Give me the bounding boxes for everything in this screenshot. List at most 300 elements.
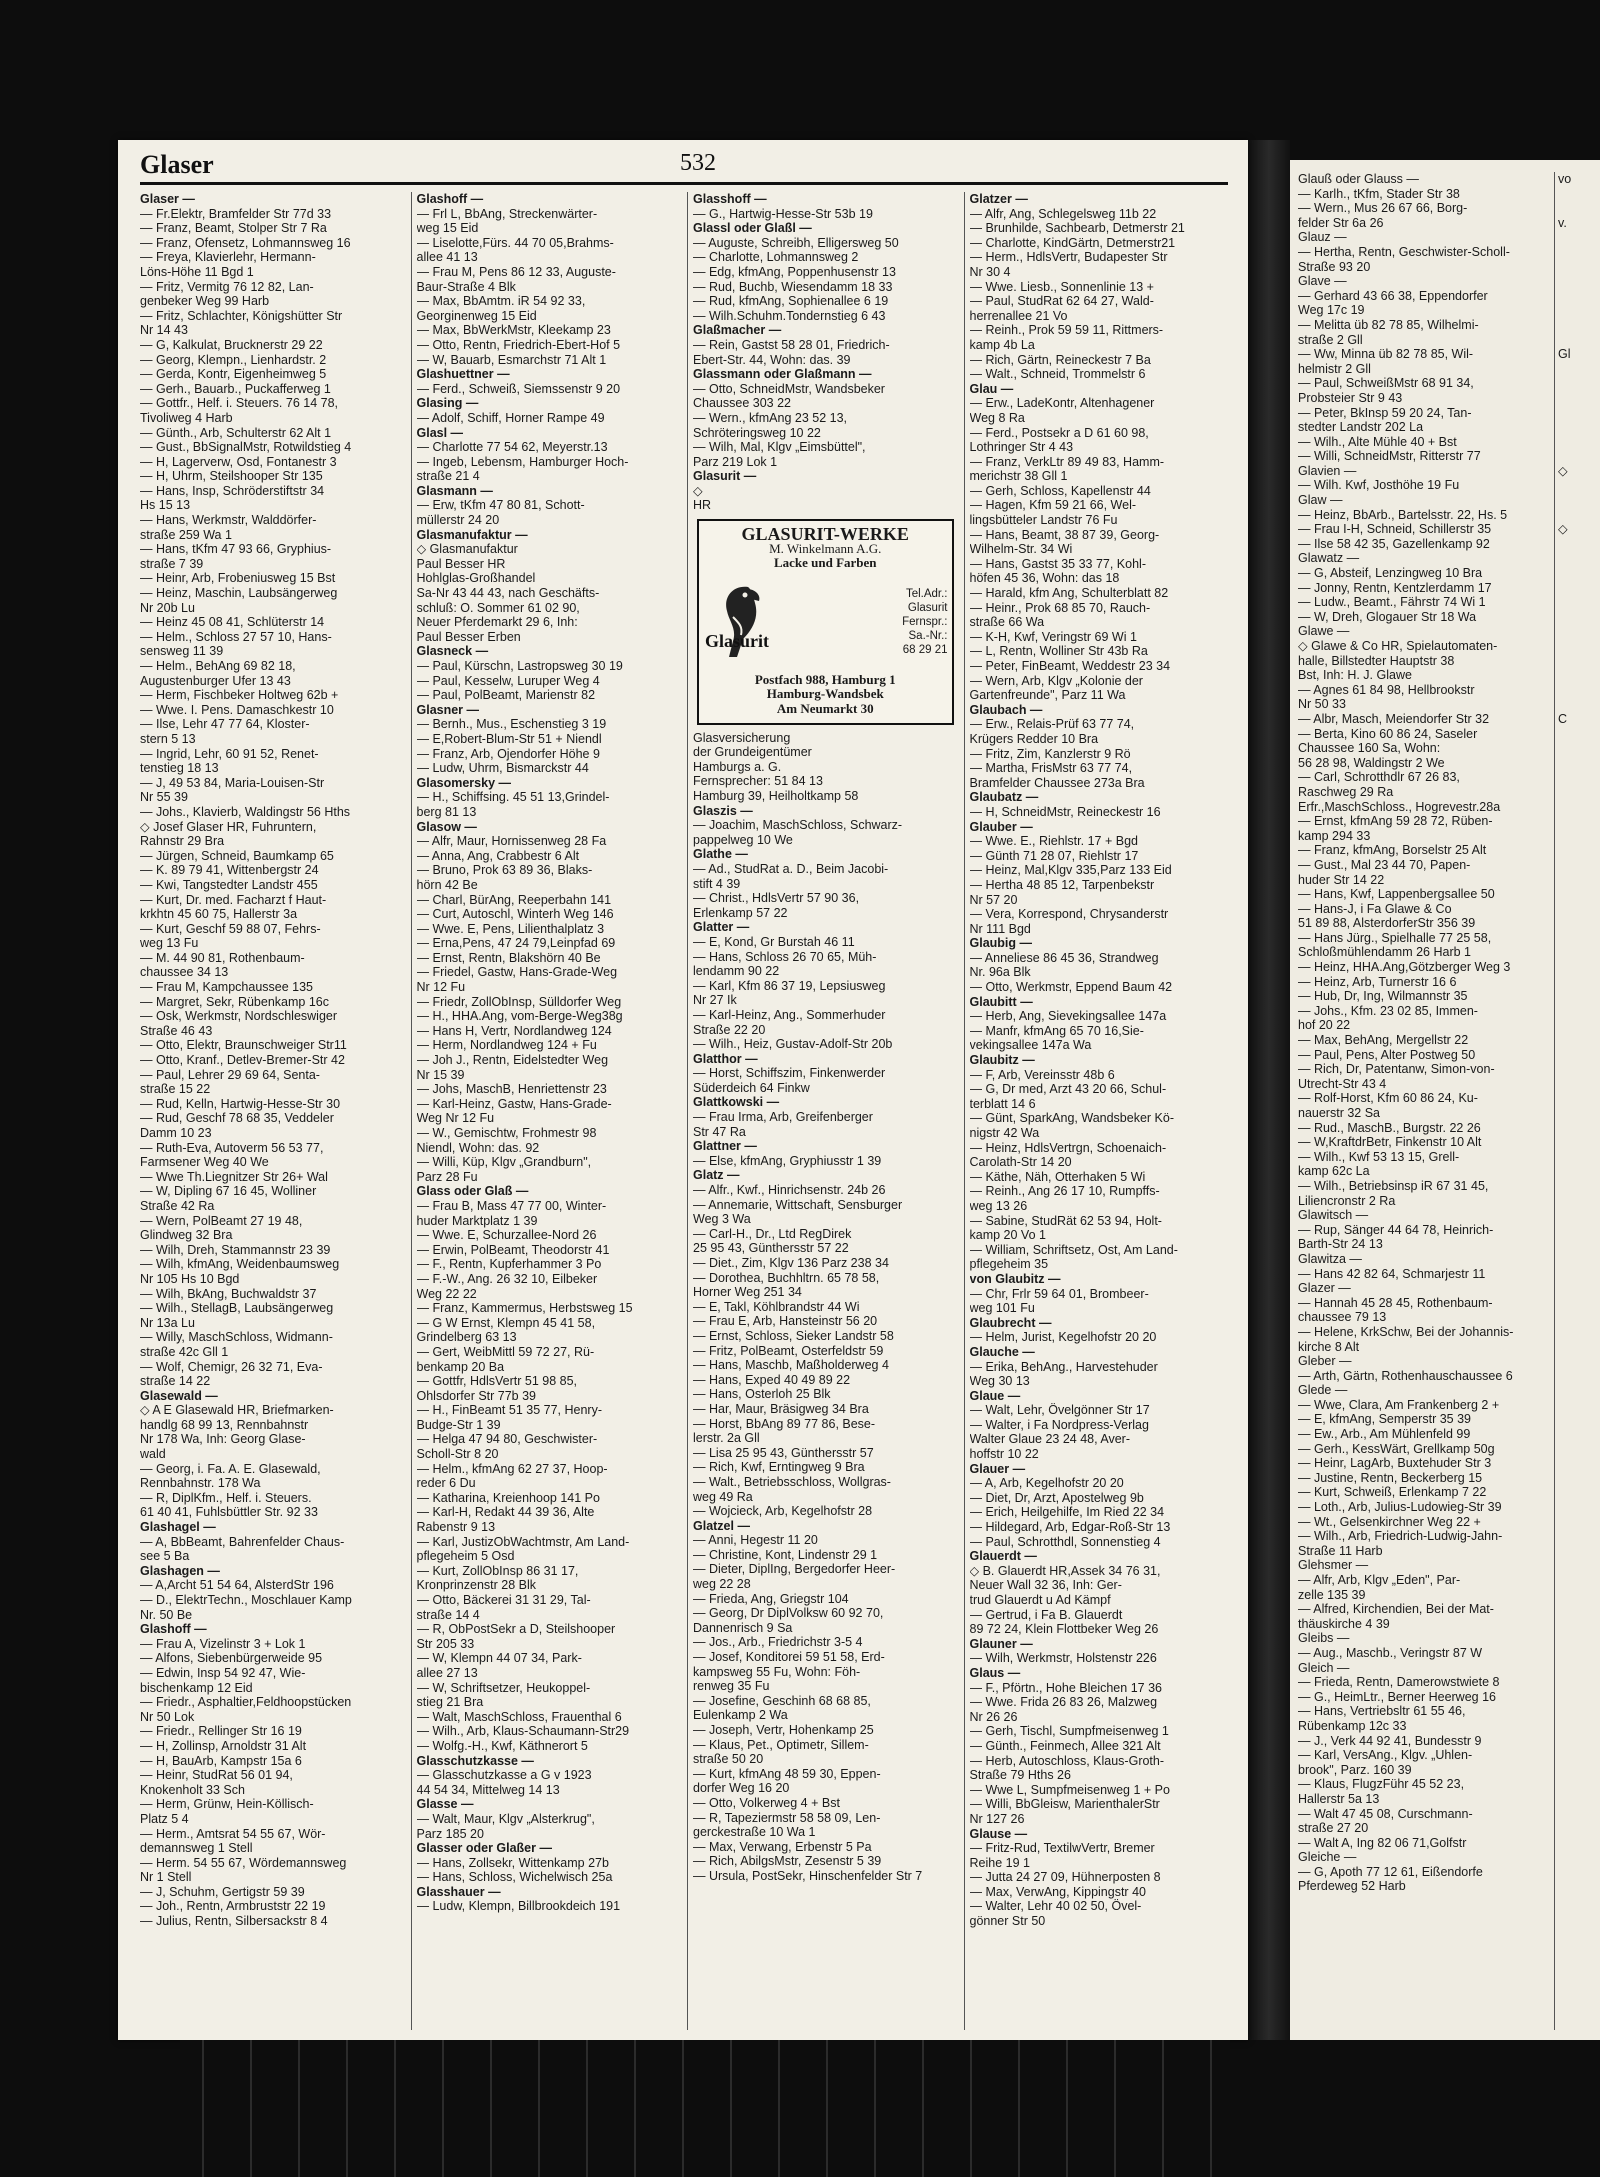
- directory-entry: Nr 105 Hs 10 Bgd: [140, 1271, 240, 1286]
- directory-entry: straße 27 20: [1298, 1821, 1369, 1836]
- directory-entry: — Josef, Konditorei 59 51 58, Erd-: [693, 1650, 885, 1665]
- directory-entry: — Paul, Lehrer 29 69 64, Senta-: [140, 1067, 320, 1082]
- directory-entry: — Erw, tKfm 47 80 81, Schott-: [416, 498, 585, 513]
- directory-entry: gerckestraße 10 Wa 1: [693, 1825, 816, 1840]
- directory-entry: — Ingeb, Lebensm, Hamburger Hoch-: [416, 454, 629, 469]
- directory-entry: Glaw —: [1298, 493, 1343, 508]
- directory-entry: Str 47 Ra: [693, 1124, 746, 1139]
- directory-entry: — Anna, Ang, Crabbestr 6 Alt: [416, 848, 580, 863]
- directory-entry: — Hildegard, Arb, Edgar-Roß-Str 13: [969, 1520, 1171, 1535]
- ad-title: GLASURIT-WERKE: [741, 527, 909, 542]
- directory-entry: — Erw., LadeKontr, Altenhagener: [969, 396, 1155, 411]
- directory-entry: — F.-W., Ang. 26 32 10, Eilbeker: [416, 1271, 598, 1286]
- directory-entry: — Rolf-Horst, Kfm 60 86 24, Ku-: [1298, 1091, 1478, 1106]
- directory-entry: — Ludw, Klempn, Billbrookdeich 191: [416, 1899, 621, 1914]
- directory-entry: — Hans Jürg., Spielhalle 77 25 58,: [1298, 930, 1492, 945]
- directory-entry: Dannenrisch 9 Sa: [693, 1620, 793, 1635]
- directory-entry: Glasversicherung: [693, 730, 791, 745]
- directory-entry: — W, Dreh, Glogauer Str 18 Wa: [1298, 609, 1477, 624]
- directory-entry: — Gerh, Tischl, Sumpfmeisenweg 1: [969, 1724, 1169, 1739]
- directory-entry: — Hub, Dr, Ing, Wilmannstr 35: [1298, 989, 1468, 1004]
- directory-entry: straße 21 4: [416, 469, 480, 484]
- directory-entry: — Manfr, kfmAng 65 70 16,Sie-: [969, 1023, 1144, 1038]
- directory-entry: Pferdeweg 52 Harb: [1298, 1879, 1406, 1894]
- directory-entry: Nr 12 Fu: [416, 980, 466, 995]
- page-header: [140, 150, 1228, 185]
- directory-entry: — Walt, Maur, Klgv „Alsterkrug",: [416, 1811, 595, 1826]
- directory-entry: — Helm., BehAng 69 82 18,: [140, 659, 296, 673]
- directory-entry: — Walt, MaschSchloss, Frauenthal 6: [416, 1709, 622, 1724]
- directory-entry: [1558, 493, 1598, 508]
- directory-entry: — Rud, Geschf 78 68 35, Veddeler: [140, 1111, 334, 1126]
- directory-entry: chaussee 79 13: [1298, 1310, 1387, 1325]
- directory-entry: — Erwin, PolBeamt, Theodorstr 41: [416, 1242, 610, 1257]
- group-heading: Glasing —: [416, 396, 479, 411]
- directory-entry: — G., HeimLtr., Berner Heerweg 16: [1298, 1689, 1496, 1704]
- directory-entry: Nr 57 20: [969, 892, 1018, 907]
- directory-entry: — Herm, Fischbeker Holtweg 62b +: [140, 688, 339, 703]
- group-heading: Glauer —: [969, 1461, 1026, 1476]
- directory-entry: — J., Verk 44 92 41, Bundesstr 9: [1298, 1733, 1482, 1748]
- group-heading: Glaszis —: [693, 803, 753, 818]
- directory-entry: — Peter, BkInsp 59 20 24, Tan-: [1298, 405, 1472, 420]
- directory-entry: — E, Kond, Gr Burstah 46 11: [693, 934, 855, 949]
- directory-entry: — Joh., Rentn, Armbruststr 22 19: [140, 1899, 326, 1914]
- directory-entry: — Ludw, Uhrm, Bismarckstr 44: [416, 761, 589, 776]
- directory-entry: — Wwe. E., Riehlstr. 17 + Bgd: [969, 834, 1138, 849]
- directory-entry: — Otto, SchneidMstr, Wandsbeker: [693, 381, 885, 396]
- directory-entry: Parz 28 Fu: [416, 1169, 478, 1184]
- directory-entry: weg 101 Fu: [969, 1301, 1035, 1316]
- directory-entry: — Christine, Kont, Lindenstr 29 1: [693, 1547, 878, 1562]
- directory-entry: — H, Uhrm, Steilshooper Str 135: [140, 469, 323, 484]
- directory-entry: Str 205 33: [416, 1636, 475, 1651]
- directory-entry: — Erna,Pens, 47 24 79,Leinpfad 69: [416, 936, 616, 951]
- directory-entry: — J, 49 53 84, Maria-Louisen-Str: [140, 775, 325, 790]
- directory-entry: — Wilh, kfmAng, Weidenbaumsweg: [140, 1257, 340, 1272]
- directory-entry: — Jutta 24 27 09, Hühnerposten 8: [969, 1870, 1161, 1885]
- directory-entry: — Gerh., Bauarb., Puckafferweg 1: [140, 381, 331, 396]
- directory-entry: — Bruno, Prok 63 89 36, Blaks-: [416, 863, 593, 878]
- directory-entry: — Paul, Pens, Alter Postweg 50: [1298, 1047, 1476, 1062]
- directory-entry: — Rud, Buchb, Wiesendamm 18 33: [693, 279, 893, 294]
- directory-entry: — Herb, Autoschloss, Klaus-Groth-: [969, 1753, 1165, 1768]
- group-heading: Glauner —: [969, 1636, 1033, 1651]
- directory-entry: thäuskirche 4 39: [1298, 1616, 1390, 1631]
- directory-entry: — Rein, Gastst 58 28 01, Friedrich-: [693, 337, 890, 352]
- directory-entry: — Erich, Heilgehilfe, Im Ried 22 34: [969, 1505, 1165, 1520]
- directory-entry: — Heinz, HHA.Ang,Götzberger Weg 3: [1298, 960, 1511, 975]
- directory-entry: — Karl-Heinz, Gastw, Hans-Grade-: [416, 1096, 612, 1111]
- directory-entry: — Wilh., Heiz, Gustav-Adolf-Str 20b: [693, 1037, 893, 1052]
- directory-entry: — Alfr, Arb, Klgv „Eden", Par-: [1298, 1573, 1461, 1587]
- directory-entry: [1558, 318, 1598, 333]
- directory-entry: — Paul, StudRat 62 64 27, Wald-: [969, 294, 1154, 309]
- directory-entry: — Franz, Kammermus, Herbstsweg 15: [416, 1301, 633, 1316]
- directory-entry: — Wilh, BkAng, Buchwaldstr 37: [140, 1286, 317, 1301]
- directory-entry: — G, Dr med, Arzt 43 20 66, Schul-: [969, 1082, 1167, 1097]
- directory-entry: — Hans, Osterloh 25 Blk: [693, 1387, 831, 1402]
- directory-entry: — Heinr, StudRat 56 01 94,: [140, 1768, 293, 1783]
- directory-entry: der Grundeigentümer: [693, 745, 812, 760]
- directory-entry: [1558, 260, 1598, 275]
- directory-entry: — Franz, kfmAng, Borselstr 25 Alt: [1298, 843, 1487, 858]
- directory-entry: Weg 22 22: [416, 1286, 477, 1301]
- directory-entry: Glauz —: [1298, 230, 1347, 245]
- directory-entry: — A, Arb, Kegelhofstr 20 20: [969, 1476, 1124, 1491]
- directory-entry: — Julius, Rentn, Silbersackstr 8 4: [140, 1914, 328, 1929]
- directory-entry: — Curt, Autoschl, Winterh Weg 146: [416, 907, 614, 922]
- directory-entry: — Diet, Dr, Arzt, Apostelweg 9b: [969, 1490, 1144, 1505]
- ad-tel-adr-value: Glasurit: [907, 601, 948, 614]
- directory-entry: nauerstr 32 Sa: [1298, 1106, 1380, 1120]
- directory-entry: — Wwe Th.Liegnitzer Str 26+ Wal: [140, 1169, 328, 1184]
- directory-entry: — Frau M, Kampchaussee 135: [140, 980, 313, 995]
- directory-entry: — Friedr., Asphaltier,Feldhoopstücken: [140, 1695, 352, 1710]
- directory-entry: — Paul, Kesselw, Luruper Weg 4: [416, 673, 600, 688]
- directory-entry: — Hans, Beamt, 38 87 39, Georg-: [969, 527, 1160, 542]
- directory-entry: — Heinz, Arb, Turnerstr 16 6: [1298, 974, 1457, 989]
- directory-entry: — Franz, Ofensetz, Lohmannsweg 16: [140, 235, 351, 250]
- group-heading: von Glaubitz —: [969, 1271, 1061, 1286]
- directory-entry: — Helga 47 94 80, Geschwister-: [416, 1432, 598, 1447]
- directory-entry: — Fritz, PolBeamt, Osterfeldstr 59: [693, 1343, 884, 1358]
- directory-entry: — Helm., kfmAng 62 27 37, Hoop-: [416, 1461, 608, 1476]
- directory-entry: straße 14 4: [416, 1607, 480, 1622]
- directory-entry: ◇: [693, 483, 703, 498]
- directory-entry: — Ww, Minna üb 82 78 85, Wil-: [1298, 347, 1474, 362]
- directory-entry: — Helene, KrkSchw, Bei der Johannis-: [1298, 1324, 1514, 1339]
- directory-entry: — Walt 47 45 08, Curschmann-: [1298, 1806, 1473, 1821]
- directory-entry: — Wojcieck, Arb, Kegelhofstr 28: [693, 1504, 873, 1519]
- directory-entry: [1558, 537, 1598, 552]
- directory-entry: [1558, 274, 1598, 289]
- group-heading: Glasshauer —: [416, 1884, 501, 1899]
- group-heading: Glaubrecht —: [969, 1315, 1052, 1330]
- directory-entry: — E, Takl, Köhlbrandstr 44 Wi: [693, 1299, 860, 1314]
- directory-entry: — Max, Verwang, Erbenstr 5 Pa: [693, 1839, 872, 1854]
- directory-entry: Nr. 96a Blk: [969, 965, 1031, 980]
- directory-entry: — Frau M, Pens 86 12 33, Auguste-: [416, 264, 616, 279]
- directory-entry: renweg 35 Fu: [693, 1679, 770, 1694]
- directory-entry: — Herm, Nordlandweg 124 + Fu: [416, 1038, 597, 1053]
- directory-entry: — Freya, Klavierlehr, Hermann-: [140, 250, 316, 265]
- directory-entry: — G., Hartwig-Hesse-Str 53b 19: [693, 206, 873, 221]
- group-heading: Glaubitz —: [969, 1053, 1035, 1068]
- directory-entry: Krügers Redder 10 Bra: [969, 731, 1099, 746]
- directory-entry: 56 28 98, Waldingstr 2 We: [1298, 755, 1445, 770]
- ad-logo-text: Glasurit: [705, 630, 770, 651]
- directory-entry: — Günth., Arb, Schulterstr 62 Alt 1: [140, 425, 332, 440]
- directory-entry: — Charlotte, Lohmannsweg 2: [693, 250, 859, 265]
- directory-entry: Nr 20b Lu: [140, 600, 195, 615]
- directory-entry: — Margret, Sekr, Rübenkamp 16c: [140, 994, 329, 1009]
- directory-entry: — Har, Maur, Bräsigweg 34 Bra: [693, 1401, 869, 1416]
- group-heading: Glasurit —: [693, 469, 757, 484]
- right-column-2: [1554, 172, 1598, 2030]
- directory-entry: Barth-Str 24 13: [1298, 1237, 1383, 1252]
- directory-entry: — Heinr, LagArb, Buxtehuder Str 3: [1298, 1456, 1492, 1471]
- directory-entry: Nr. 50 Be: [140, 1607, 193, 1622]
- directory-entry: — Hagen, Kfm 59 21 66, Wel-: [969, 498, 1137, 513]
- directory-entry: — Wilh., Alte Mühle 40 + Bst: [1298, 434, 1457, 449]
- group-heading: Glasschutzkasse —: [416, 1753, 534, 1768]
- directory-entry: — Rich, Kwf, Erntingweg 9 Bra: [693, 1460, 865, 1475]
- directory-entry: [1558, 435, 1598, 450]
- directory-entry: — M. 44 90 81, Rothenbaum-: [140, 950, 305, 965]
- column-4: [964, 192, 1235, 2030]
- directory-entry: — Wwe. I. Pens. Damaschkestr 10: [140, 702, 334, 717]
- directory-entry: — F., Rentn, Kupferhammer 3 Po: [416, 1257, 602, 1272]
- directory-entry: — Karl, VersAng., Klgv. „Uhlen-: [1298, 1748, 1473, 1763]
- directory-entry: lerstr. 2a Gll: [693, 1431, 760, 1446]
- directory-entry: — Wern, PolBeamt 27 19 48,: [140, 1213, 303, 1228]
- ad-sa-nr-value: 68 29 21: [902, 643, 948, 656]
- directory-entry: straße 15 22: [140, 1082, 211, 1097]
- directory-entry: — Wilh, Dreh, Stammannstr 23 39: [140, 1242, 331, 1257]
- directory-entry: — Rich, Gärtn, Reineckestr 7 Ba: [969, 352, 1151, 367]
- directory-entry: kamp 294 33: [1298, 828, 1371, 843]
- directory-entry: pflegeheim 5 Osd: [416, 1549, 515, 1564]
- directory-entry: — W, Schriftsetzer, Heukoppel-: [416, 1680, 591, 1695]
- directory-entry: — R, DiplKfm., Helf. i. Steuers.: [140, 1490, 312, 1505]
- group-heading: Glatthor —: [693, 1051, 758, 1066]
- directory-entry: — Heinz 45 08 41, Schlüterstr 14: [140, 615, 325, 630]
- directory-entry: — Friedr, ZollObInsp, Sülldorfer Weg: [416, 994, 622, 1009]
- directory-entry: — Max, BbAmtm. iR 54 92 33,: [416, 294, 586, 309]
- directory-entry: — Joachim, MaschSchloss, Schwarz-: [693, 818, 903, 833]
- directory-entry: [1558, 508, 1598, 523]
- directory-entry: Nr 55 39: [140, 790, 188, 805]
- directory-entry: — Friedel, Gastw, Hans-Grade-Weg: [416, 965, 618, 980]
- group-heading: Glaue —: [969, 1388, 1021, 1403]
- directory-entry: — H., FinBeamt 51 35 77, Henry-: [416, 1403, 602, 1418]
- directory-entry: — Anni, Hegestr 11 20: [693, 1533, 818, 1548]
- directory-entry: stern 5 13: [140, 731, 196, 746]
- directory-entry: allee 41 13: [416, 250, 478, 265]
- directory-entry: 25 95 43, Günthersstr 57 22: [693, 1241, 849, 1256]
- directory-entry: — Heinz, BbArb., Bartelsstr. 22, Hs. 5: [1298, 507, 1508, 522]
- directory-columns: [140, 192, 1234, 2030]
- directory-entry: — Ilse, Lehr 47 77 64, Kloster-: [140, 717, 310, 732]
- directory-entry: — J, Schuhm, Gertigstr 59 39: [140, 1884, 305, 1899]
- directory-entry: Weg 30 13: [969, 1374, 1030, 1389]
- directory-entry: — Herm., HdlsVertr, Budapester Str: [969, 250, 1168, 265]
- directory-entry: handlg 68 99 13, Rennbahnstr: [140, 1417, 309, 1432]
- directory-entry: — Wt., Gelsenkirchner Weg 22 +: [1298, 1514, 1481, 1529]
- directory-entry: — Reinh., Ang 26 17 10, Rumpffs-: [969, 1184, 1160, 1199]
- directory-entry: Nr 50 Lok: [140, 1709, 195, 1724]
- directory-entry: [1558, 697, 1598, 712]
- directory-entry: — Wolfg.-H., Kwf, Käthnerort 5: [416, 1738, 588, 1753]
- directory-entry: — Walter, i Fa Nordpress-Verlag: [969, 1417, 1149, 1432]
- group-heading: Glassmann oder Glaßmann —: [693, 367, 872, 382]
- directory-entry: Erfr.,MaschSchloss., Hogrevestr.28a: [1298, 799, 1501, 814]
- directory-entry: HR: [693, 498, 712, 513]
- directory-entry: gönner Str 50: [969, 1914, 1046, 1929]
- directory-entry: — Wwe. Liesb., Sonnenlinie 13 +: [969, 279, 1154, 294]
- directory-entry: weg 49 Ra: [693, 1489, 753, 1504]
- directory-entry: Löns-Höhe 11 Bgd 1: [140, 264, 254, 279]
- directory-entry: wald: [140, 1447, 166, 1462]
- ad-fernspr-label: Fernspr.:: [902, 615, 948, 628]
- directory-entry: ◇: [1558, 522, 1568, 537]
- column-1: [140, 192, 405, 2030]
- directory-entry: — Wilh.Schuhm.Tondernstieg 6 43: [693, 308, 886, 323]
- directory-entry: kirche 8 Alt: [1298, 1339, 1360, 1354]
- directory-entry: — Frau B, Mass 47 77 00, Winter-: [416, 1198, 607, 1213]
- directory-entry: [1558, 230, 1598, 245]
- page-number: 532: [680, 150, 716, 176]
- directory-entry: — Helm., Schloss 27 57 10, Hans-: [140, 629, 332, 644]
- ad-sa-nr-label: Sa.-Nr.:: [908, 629, 948, 642]
- directory-entry: — Ad., StudRat a. D., Beim Jacobi-: [693, 861, 889, 876]
- directory-entry: — Berta, Kino 60 86 24, Saseler: [1298, 726, 1478, 741]
- directory-entry: — Christ., HdlsVertr 57 90 36,: [693, 891, 860, 906]
- directory-entry: — Kurt, Schweiß, Erlenkamp 7 22: [1298, 1485, 1487, 1500]
- directory-entry: Hohlglas-Großhandel: [416, 571, 536, 586]
- directory-entry: — Chr, Frlr 59 64 01, Brombeer-: [969, 1286, 1149, 1301]
- group-heading: Glatzel —: [693, 1518, 750, 1533]
- directory-entry: Neuer Pferdemarkt 29 6, Inh:: [416, 615, 578, 630]
- directory-entry: straße 2 Gll: [1298, 332, 1363, 347]
- directory-entry: — Gertrud, i Fa B. Glauerdt: [969, 1607, 1123, 1622]
- directory-entry: Nr 14 43: [140, 323, 188, 338]
- directory-entry: [1558, 551, 1598, 566]
- directory-entry: — H, Lagerverw, Osd, Fontanestr 3: [140, 454, 337, 469]
- directory-entry: zelle 135 39: [1298, 1587, 1366, 1602]
- directory-entry: — Hans, Insp, Schröderstiftstr 34: [140, 483, 325, 498]
- directory-entry: — Hans, Schloss, Wichelwisch 25a: [416, 1870, 613, 1885]
- directory-entry: straße 42c Gll 1: [140, 1344, 229, 1359]
- group-heading: Glaus —: [969, 1665, 1021, 1680]
- directory-entry: [1558, 449, 1598, 464]
- group-heading: Glasmanufaktur —: [416, 527, 528, 542]
- directory-entry: — Kwi, Tangstedter Landstr 455: [140, 877, 318, 892]
- directory-entry: ◇ Glawe & Co HR, Spielautomaten-: [1298, 639, 1498, 653]
- directory-entry: — Dorothea, Buchhltrn. 65 78 58,: [693, 1270, 880, 1285]
- directory-entry: — Willy, MaschSchloss, Widmann-: [140, 1330, 333, 1345]
- directory-entry: Gl: [1558, 347, 1571, 362]
- group-heading: Glasomersky —: [416, 775, 511, 790]
- directory-entry: Glehsmer —: [1298, 1558, 1369, 1573]
- group-heading: Glasner —: [416, 702, 480, 717]
- directory-entry: Straße 11 Harb: [1298, 1543, 1383, 1558]
- directory-entry: — Wolf, Chemigr, 26 32 71, Eva-: [140, 1359, 323, 1374]
- group-heading: Glaser —: [140, 192, 195, 206]
- directory-entry: — Wilh., Arb, Klaus-Schaumann-Str29: [416, 1724, 630, 1739]
- directory-entry: — Josefine, Geschinh 68 68 85,: [693, 1693, 871, 1708]
- group-heading: Glasewald —: [140, 1388, 218, 1403]
- ad-city: Hamburg-Wandsbek: [766, 687, 884, 702]
- directory-entry: — Wilh, Mal, Klgv „Eimsbüttel",: [693, 440, 866, 455]
- directory-entry: — Otto, Kranf., Detlev-Bremer-Str 42: [140, 1053, 345, 1068]
- directory-entry: Baur-Straße 4 Blk: [416, 279, 516, 294]
- directory-entry: — Anneliese 86 45 36, Strandweg: [969, 950, 1159, 965]
- directory-entry: — Rud, Kelln, Hartwig-Hesse-Str 30: [140, 1096, 341, 1111]
- directory-entry: reder 6 Du: [416, 1476, 476, 1491]
- directory-entry: kamp 4b La: [969, 337, 1035, 352]
- directory-entry: ◇: [1558, 463, 1568, 478]
- directory-entry: — Wwe L, Sumpfmeisenweg 1 + Po: [969, 1782, 1170, 1797]
- directory-entry: — Lisa 25 95 43, Günthersstr 57: [693, 1445, 874, 1460]
- directory-entry: Süderdeich 64 Finkw: [693, 1080, 810, 1095]
- directory-entry: — Herb, Ang, Sievekingsallee 147a: [969, 1009, 1167, 1024]
- directory-entry: — Martha, FrisMstr 63 77 74,: [969, 761, 1133, 776]
- directory-entry: — Carl, Schrotthdlr 67 26 83,: [1298, 770, 1460, 785]
- directory-entry: — Hans, Maschb, Maßholderweg 4: [693, 1358, 889, 1373]
- book-gutter: [1248, 140, 1290, 2040]
- directory-entry: kamp 20 Vo 1: [969, 1228, 1046, 1243]
- directory-entry: — Dieter, DiplIng, Bergedorfer Heer-: [693, 1562, 896, 1577]
- directory-entry: — Max, BbWerkMstr, Kleekamp 23: [416, 323, 611, 338]
- ad-tagline: Lacke und Farben: [773, 556, 877, 571]
- directory-entry: — G, Absteif, Lenzingweg 10 Bra: [1298, 566, 1483, 581]
- directory-entry: — Käthe, Näh, Otterhaken 5 Wi: [969, 1169, 1146, 1184]
- directory-entry: — Wern, Arb, Klgv „Kolonie der: [969, 673, 1143, 688]
- directory-entry: — Osk, Werkmstr, Nordschleswiger: [140, 1009, 338, 1024]
- directory-entry: Schröteringsweg 10 22: [693, 425, 821, 440]
- directory-entry: lingsbütteler Landstr 76 Fu: [969, 513, 1118, 528]
- directory-entry: merichstr 38 Gll 1: [969, 469, 1068, 484]
- directory-entry: — Melitta üb 82 78 85, Wilhelmi-: [1298, 317, 1479, 332]
- group-heading: Glashagen —: [140, 1563, 220, 1578]
- directory-entry: — Walt, Lehr, Övelgönner Str 17: [969, 1403, 1150, 1418]
- group-heading: Glatzer —: [969, 192, 1028, 206]
- directory-entry: — Karlh., tKfm, Stader Str 38: [1298, 186, 1460, 201]
- directory-entry: — Heinz, Mal,Klgv 335,Parz 133 Eid: [969, 863, 1172, 878]
- directory-entry: Weg 3 Wa: [693, 1212, 751, 1227]
- directory-entry: — Fritz, Zim, Kanzlerstr 9 Rö: [969, 746, 1131, 761]
- directory-entry: — Kurt, ZollObInsp 86 31 17,: [416, 1563, 579, 1578]
- column-2: [411, 192, 682, 2030]
- directory-entry: 89 72 24, Klein Flottbeker Weg 26: [969, 1622, 1159, 1637]
- directory-entry: vo: [1558, 172, 1572, 186]
- directory-entry: vekingsallee 147a Wa: [969, 1038, 1092, 1053]
- directory-entry: — Rich, Dr, Patentanw, Simon-von-: [1298, 1062, 1495, 1077]
- directory-entry: — Ferd., Schweiß, Siemssenstr 9 20: [416, 381, 621, 396]
- directory-entry: — Alfr, Maur, Hornissenweg 28 Fa: [416, 834, 607, 849]
- directory-entry: — L, Rentn, Wolliner Str 43b Ra: [969, 644, 1148, 659]
- directory-entry: Glindweg 32 Bra: [140, 1228, 233, 1243]
- directory-entry: — Arth, Gärtn, Rothenhauschaussee 6: [1298, 1368, 1513, 1383]
- group-heading: Glatz —: [693, 1168, 740, 1183]
- directory-entry: hörn 42 Be: [416, 877, 478, 892]
- directory-entry: — Ferd., Postsekr a D 61 60 98,: [969, 425, 1149, 440]
- directory-entry: — Wwe, Clara, Am Frankenberg 2 +: [1298, 1397, 1500, 1412]
- directory-entry: Glave —: [1298, 274, 1347, 289]
- directory-entry: — Karl, Kfm 86 37 19, Lepsiusweg: [693, 978, 886, 993]
- directory-entry: Hamburg 39, Heilholtkamp 58: [693, 789, 859, 803]
- directory-entry: — Loth., Arb, Julius-Ludowieg-Str 39: [1298, 1500, 1502, 1515]
- directory-entry: — D., ElektrTechn., Moschlauer Kamp: [140, 1593, 352, 1607]
- group-heading: Glasse —: [416, 1797, 474, 1812]
- directory-entry: — Johs, MaschB, Henriettenstr 23: [416, 1082, 607, 1097]
- directory-entry: — Günth., Feinmech, Allee 321 Alt: [969, 1738, 1161, 1753]
- directory-entry: — Kurt, kfmAng 48 59 30, Eppen-: [693, 1766, 881, 1781]
- directory-entry: Nr 30 4: [969, 264, 1011, 279]
- directory-entry: — W, Bauarb, Esmarchstr 71 Alt 1: [416, 352, 607, 367]
- directory-entry: — Johs., Kfm. 23 02 85, Immen-: [1298, 1003, 1478, 1018]
- directory-entry: Horner Weg 251 34: [693, 1285, 802, 1300]
- directory-entry: — Hans, Zollsekr, Wittenkamp 27b: [416, 1855, 609, 1870]
- directory-entry: — Hans, tKfm 47 93 66, Gryphius-: [140, 542, 332, 557]
- directory-entry: [1558, 683, 1598, 698]
- directory-entry: Straße 46 43: [140, 1023, 213, 1038]
- directory-entry: — Ernst, kfmAng 59 28 72, Rüben-: [1298, 814, 1493, 829]
- directory-entry: Damm 10 23: [140, 1126, 212, 1140]
- directory-entry: — Frau E, Arb, Hansteinstr 56 20: [693, 1314, 878, 1329]
